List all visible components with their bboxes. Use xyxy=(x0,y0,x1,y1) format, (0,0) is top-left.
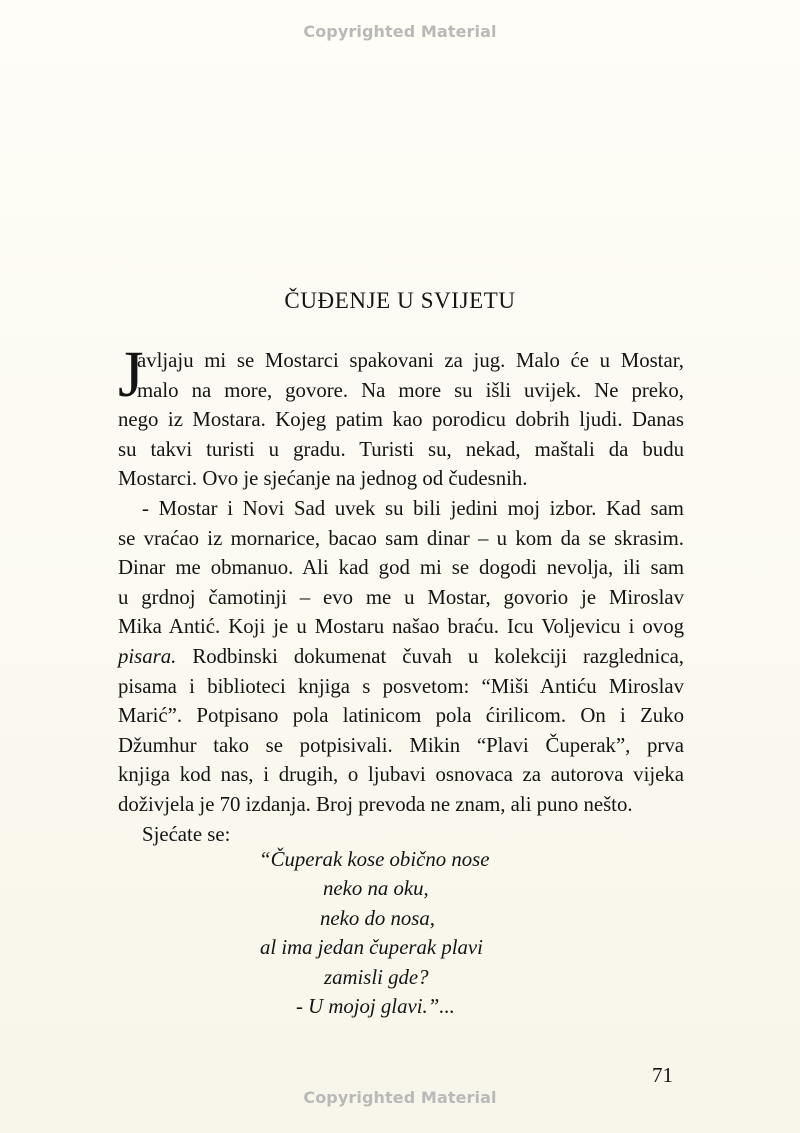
text-line: u grdnoj čamotinji – evo me u Mostar, govorio je Miroslav xyxy=(118,585,684,609)
text-line: Mika Antić. Koji je u Mostaru našao braću. Icu Voljevicu i ovog xyxy=(118,615,684,639)
text-line: doživjela je 70 izdanja. Broj prevoda ne znam, ali puno nešto. xyxy=(118,792,633,816)
text-line: su takvi turisti u gradu. Turisti su, nekad, maštali da budu xyxy=(118,437,684,461)
text-line: - Mostar i Novi Sad uvek su bili jedini moj izbor. Kad sam xyxy=(142,496,684,520)
text-line xyxy=(118,642,684,672)
poem-line: - U mojoj glavi.”... xyxy=(296,994,455,1018)
italic-word: pisara. xyxy=(118,644,177,668)
body-text xyxy=(118,346,684,849)
text-line: Mostarci. Ovo je sjećanje na jednog od čudesnih. xyxy=(118,467,528,491)
chapter-title: ČUĐENJE U SVIJETU xyxy=(284,288,516,313)
poem-line: neko na oku, xyxy=(323,877,429,901)
text-line: nego iz Mostara. Kojeg patim kao porodicu dobrih ljudi. Danas xyxy=(118,408,684,432)
text-line-rest: Rodbinski dokumenat čuvah u kolekciji razglednica, xyxy=(192,644,684,668)
text-line: Dinar me obmanuo. Ali kad god mi se dogodi nevolja, ili sam xyxy=(118,556,684,580)
drop-cap: J xyxy=(118,338,144,411)
text-line: Sjećate se: xyxy=(142,822,231,846)
poem-line: al ima jedan čuperak plavi xyxy=(260,936,483,960)
poem-line: neko do nosa, xyxy=(320,906,435,930)
poem-line: “Čuperak kose obično nose xyxy=(259,848,490,871)
text-line: Džumhur tako se potpisivali. Mikin “Plavi Čuperak”, prva xyxy=(118,733,684,757)
poem-line: zamisli gde? xyxy=(324,965,429,989)
watermark-top: Copyrighted Material xyxy=(303,22,497,41)
text-line: knjiga kod nas, i drugih, o ljubavi osnovaca za autorova vijeka xyxy=(118,763,684,787)
text-line: avljaju mi se Mostarci spakovani za jug. Malo će u Mostar, xyxy=(137,349,684,372)
text-line: malo na more, govore. Na more su išli uvijek. Ne preko, xyxy=(137,378,684,402)
text-line: Marić”. Potpisano pola latinicom pola ćirilicom. On i Zuko xyxy=(118,704,684,728)
page-number: 71 xyxy=(652,1063,673,1087)
text-line: se vraćao iz mornarice, bacao sam dinar – u kom da se skrasim. xyxy=(118,526,684,550)
watermark-bottom: Copyrighted Material xyxy=(303,1088,497,1107)
text-line: pisama i biblioteci knjiga s posvetom: “Miši Antiću Miroslav xyxy=(118,674,684,698)
poem xyxy=(0,845,800,1021)
